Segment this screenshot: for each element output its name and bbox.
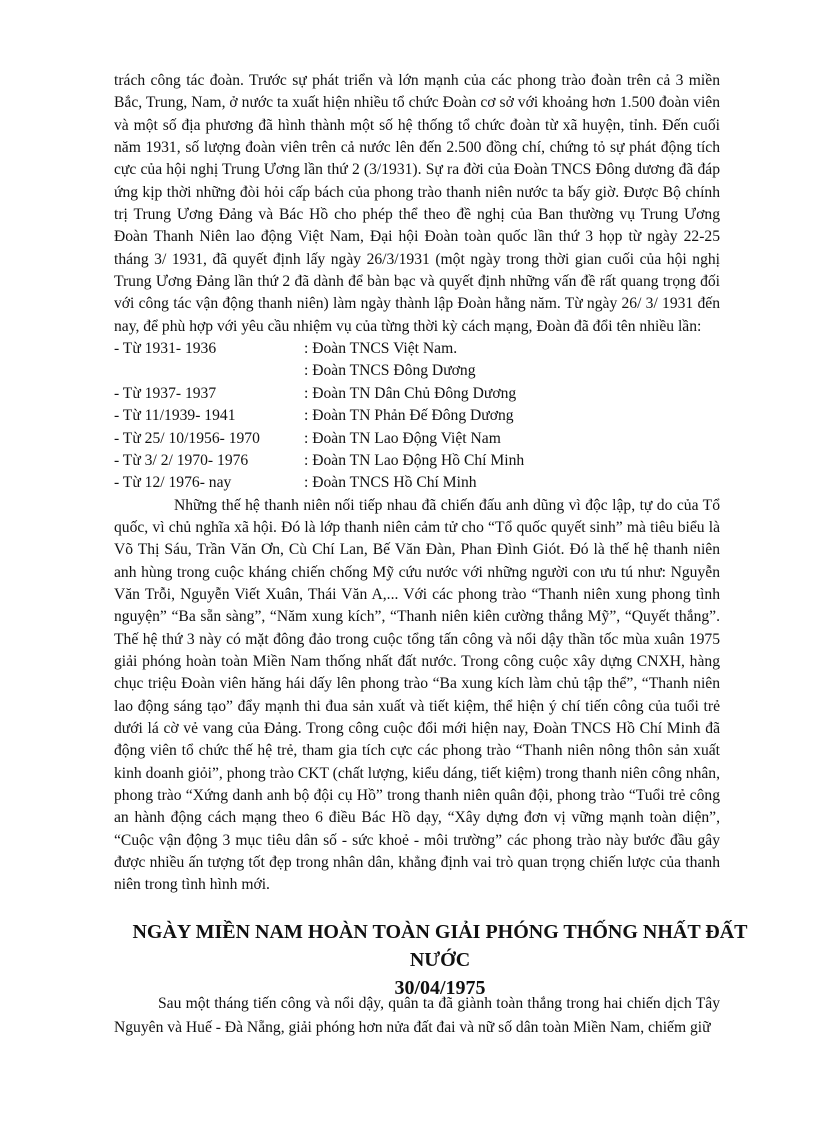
list-item-name: : Đoàn TN Lao Động Việt Nam	[304, 429, 501, 447]
section-heading-title: NGÀY MIỀN NAM HOÀN TOÀN GIẢI PHÓNG THỐNG NHẤT ĐẤT NƯỚC	[132, 921, 748, 971]
list-item-period: - Từ 3/ 2/ 1970- 1976	[114, 451, 249, 469]
list-item	[114, 428, 720, 450]
name-change-list	[114, 338, 720, 494]
list-item-name: : Đoàn TN Dân Chủ Đông Dương	[304, 384, 517, 402]
list-item-period: - Từ 12/ 1976- nay	[114, 474, 232, 492]
list-item	[114, 450, 720, 472]
list-item	[114, 360, 720, 382]
list-item	[114, 405, 720, 427]
list-item-name: : Đoàn TNCS Hồ Chí Minh	[304, 474, 477, 492]
section-heading-date: 30/04/1975	[394, 977, 486, 999]
list-item-name: : Đoàn TNCS Đông Dương	[304, 362, 476, 380]
list-item	[114, 383, 720, 405]
paragraph-generations: Những thế hệ thanh niên nối tiếp nhau đã chiến đấu anh dũng vì độc lập, tự do của Tổ quốc, vì chủ nghĩa xã hội. Đó là lớp thanh niên cảm tử cho “Tổ quốc quyết sinh” mà tiêu biểu là Võ Thị Sáu, Trần Văn Ơn, Cù Chí Lan, Bế Văn Đàn, Phan Đình Giót. Đó là thế hệ thanh niên anh hùng trong cuộc kháng chiến chống Mỹ cứu nước với những người con ưu tú như: Nguyễn Văn Trỗi, Nguyễn Viết Xuân, Thái Văn A,... Với các phong trào “Thanh niên xung phong tình nguyện” “Ba sẵn sàng”, “Năm xung kích”, “Thanh niên kiên cường thắng Mỹ”, “Quyết thắng”. Thế hệ thứ 3 này có mặt đông đảo trong cuộc tổng tấn công và nổi dậy thần tốc mùa xuân 1975 giải phóng hoàn toàn Miền Nam thống nhất đất nước. Trong công cuộc xây dựng CNXH, hàng chục triệu Đoàn viên hăng hái dấy lên phong trào “Ba xung kích làm chủ tập thể”, “Thanh niên lao động sáng tạo” đẩy mạnh thi đua sản xuất và tiết kiệm, thể hiện ý chí tiến công của tuổi trẻ dưới lá cờ vẻ vang của Đảng. Trong công cuộc đổi mới hiện nay, Đoàn TNCS Hồ Chí Minh đã động viên tổ chức thế hệ trẻ, tham gia tích cực các phong trào “Thanh niên nông thôn sản xuất kinh doanh giỏi”, phong trào CKT (chất lượng, kiểu dáng, tiết kiệm) trong thanh niên công nhân, phong trào “Xứng danh anh bộ đội cụ Hồ” trong thanh niên quân đội, phong trào “Tuổi trẻ công an hành động cách mạng theo 6 điều Bác Hồ dạy, “Xây dựng đơn vị vững mạnh toàn diện”, “Cuộc vận động 3 mục tiêu dân số - sức khoẻ - môi trường” các phong trào này bước đầu gây được nhiều ấn tượng tốt đẹp trong nhân dân, khẳng định vai trò quan trọng chiến lược của thanh niên trong tình hình mới.	[114, 496, 720, 894]
list-item-period	[114, 360, 304, 382]
list-item	[114, 472, 720, 494]
list-item-name: : Đoàn TN Phản Đế Đông Dương	[304, 407, 514, 425]
paragraph-liberation-intro: Sau một tháng tiến công và nổi dậy, quân ta đã giành toàn thắng trong hai chiến dịch Tây Nguyên và Huế - Đà Nẵng, giải phóng hơn nửa đất đai và nữ số dân toàn Miền Nam, chiếm giữ	[114, 995, 720, 1036]
list-item-name: : Đoàn TNCS Việt Nam.	[304, 340, 458, 358]
section-heading	[100, 918, 780, 1002]
list-item-period: - Từ 25/ 10/1956- 1970	[114, 429, 260, 447]
list-item-name: : Đoàn TN Lao Động Hồ Chí Minh	[304, 451, 525, 469]
paragraph-history: trách công tác đoàn. Trước sự phát triển và lớn mạnh của các phong trào đoàn trên cả 3 miền Bắc, Trung, Nam, ở nước ta xuất hiện nhiều tổ chức Đoàn cơ sở với khoảng hơn 1.500 đoàn viên và một số địa phương đã hình thành một số hệ thống tổ chức đoàn từ xã huyện, tỉnh. Đến cuối năm 1931, số lượng đoàn viên trên cả nước lên đến 2.500 đồng chí, chứng tỏ sự phát động tích cực của hội nghị Trung Ương lần thứ 2 (3/1931). Sự ra đời của Đoàn TNCS Đông dương đã đáp ứng kịp thời những đòi hỏi cấp bách của phong trào thanh niên nước ta bấy giờ. Được Bộ chính trị Trung Ương Đảng và Bác Hồ cho phép thể theo đề nghị của Ban thường vụ Trung Ương Đoàn Thanh Niên lao động Việt Nam, Đại hội Đoàn toàn quốc lần thứ 3 họp từ ngày 22-25 tháng 3/ 1931, đã quyết định lấy ngày 26/3/1931 (một ngày trong thời gian cuối của hội nghị Trung Ương Đảng lần thứ 2 đã dành để bàn bạc và quyết định những vấn đề rất quang trọng đối với công tác vận động thanh niên) làm ngày thành lập Đoàn hằng năm. Từ ngày 26/ 3/ 1931 đến nay, để phù hợp với yêu cầu nhiệm vụ của từng thời kỳ cách mạng, Đoàn đã đổi tên nhiều lần:	[114, 72, 720, 335]
list-item-period: - Từ 11/1939- 1941	[114, 407, 236, 425]
list-item-period: - Từ 1937- 1937	[114, 384, 217, 402]
list-item	[114, 338, 720, 360]
body-text	[114, 70, 720, 897]
list-item-period: - Từ 1931- 1936	[114, 340, 217, 358]
